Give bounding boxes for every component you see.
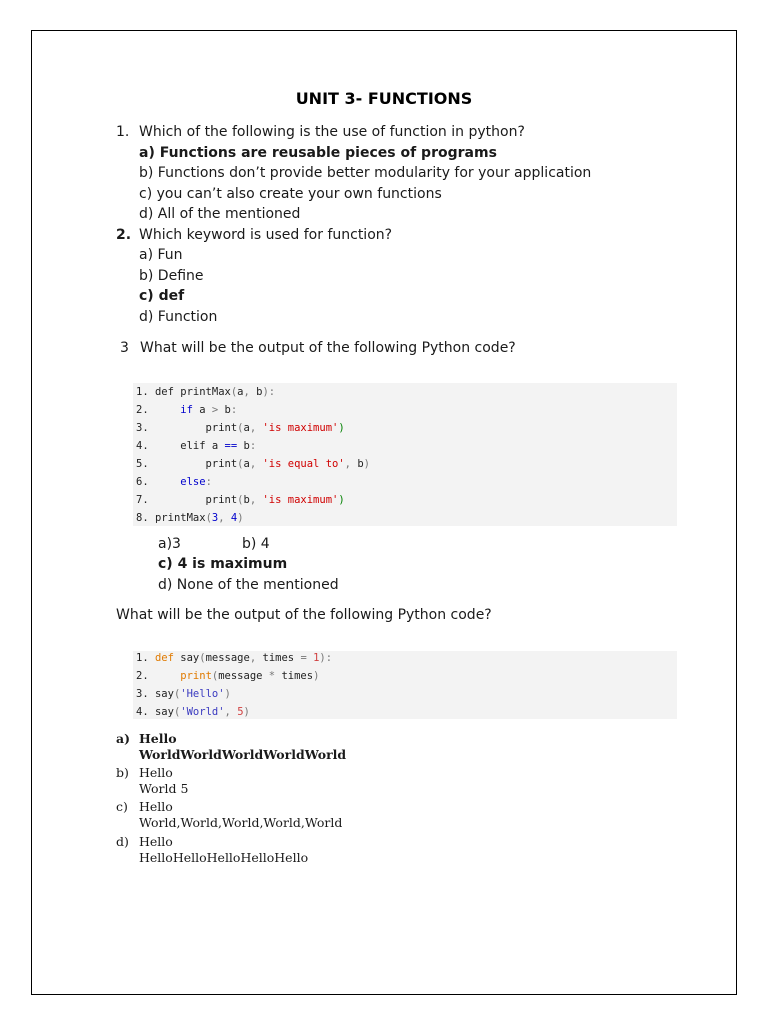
q4-option-b-label: b) bbox=[116, 765, 129, 780]
q4-option-c-line2: World,World,World,World,World bbox=[139, 815, 343, 830]
q2-option-a: a) Fun bbox=[139, 247, 183, 263]
q3-question: What will be the output of the following Python code? bbox=[140, 340, 516, 356]
q4-option-a-line2: WorldWorldWorldWorldWorld bbox=[139, 747, 347, 762]
q3-code-block bbox=[133, 383, 677, 526]
q4-code-block bbox=[133, 651, 677, 719]
code-line: 1. def say(message, times = 1): bbox=[136, 652, 333, 664]
code-line: 7. print(b, 'is maximum') bbox=[136, 494, 345, 506]
q2-question: Which keyword is used for function? bbox=[139, 227, 393, 243]
q3-option-a: a)3 bbox=[158, 536, 181, 552]
q3-option-b: b) 4 bbox=[242, 536, 270, 552]
q4-option-d-line2: HelloHelloHelloHelloHello bbox=[139, 850, 309, 865]
code-line: 2. print(message * times) bbox=[136, 670, 320, 682]
q1-number: 1. bbox=[116, 124, 130, 140]
q4-option-a-label: a) bbox=[116, 731, 131, 746]
q3-option-d: d) None of the mentioned bbox=[158, 577, 339, 593]
code-line: 1. def printMax(a, b): bbox=[136, 386, 276, 398]
q2-option-c: c) def bbox=[139, 288, 185, 304]
q4-option-d-label: d) bbox=[116, 834, 129, 849]
code-line: 2. if a > b: bbox=[136, 404, 238, 416]
q2-number: 2. bbox=[116, 227, 132, 243]
q1-question: Which of the following is the use of function in python? bbox=[139, 124, 525, 140]
q2-option-b: b) Define bbox=[139, 268, 204, 284]
code-line: 8. printMax(3, 4) bbox=[136, 512, 244, 524]
code-line: 3. say('Hello') bbox=[136, 688, 231, 700]
code-line: 4. elif a == b: bbox=[136, 440, 257, 452]
page-title: UNIT 3- FUNCTIONS bbox=[295, 89, 473, 108]
code-line: 5. print(a, 'is equal to', b) bbox=[136, 458, 370, 470]
q1-option-d: d) All of the mentioned bbox=[139, 206, 301, 222]
q4-option-c-line1: Hello bbox=[139, 799, 173, 814]
q4-option-b-line1: Hello bbox=[139, 765, 173, 780]
q4-option-b-line2: World 5 bbox=[139, 781, 189, 796]
code-line: 4. say('World', 5) bbox=[136, 706, 250, 718]
q3-number: 3 bbox=[120, 340, 129, 356]
q4-option-a-line1: Hello bbox=[139, 731, 177, 746]
q1-option-a: a) Functions are reusable pieces of programs bbox=[139, 145, 497, 161]
q3-option-c: c) 4 is maximum bbox=[158, 556, 288, 572]
q4-option-c-label: c) bbox=[116, 799, 128, 814]
q1-option-c: c) you can’t also create your own functions bbox=[139, 186, 442, 202]
code-line: 3. print(a, 'is maximum') bbox=[136, 422, 345, 434]
q1-option-b: b) Functions don’t provide better modularity for your application bbox=[139, 165, 592, 181]
q4-option-d-line1: Hello bbox=[139, 834, 173, 849]
code-line: 6. else: bbox=[136, 476, 212, 488]
q2-option-d: d) Function bbox=[139, 309, 218, 325]
q4-question: What will be the output of the following Python code? bbox=[116, 607, 492, 623]
